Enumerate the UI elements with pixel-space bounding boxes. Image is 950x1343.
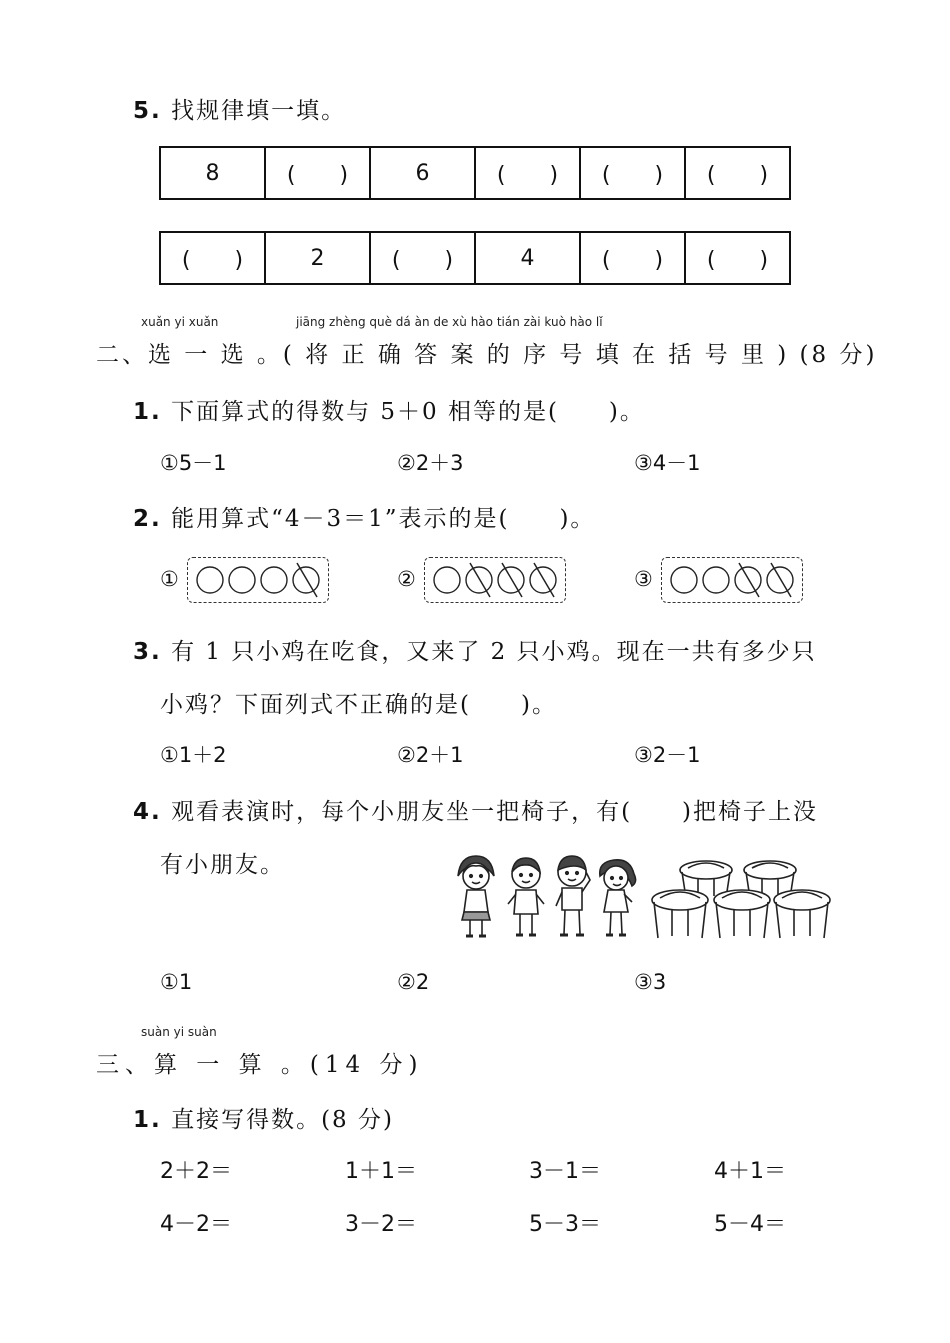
calc-item[interactable]: 4－2＝ [160,1212,232,1237]
s2-q1-text: 下面算式的得数与 5＋0 相等的是( )。 [171,399,645,425]
calc-item[interactable]: 3－1＝ [529,1159,601,1184]
seq2-cell: 2 [265,232,370,284]
child-figure [556,856,590,935]
section3-title: 三、算 一 算 。(14 分) [96,1052,424,1078]
s2-q2-option-3[interactable]: ③ [634,567,653,591]
child-figure [458,856,494,936]
seq2-cell[interactable]: ( ) [370,232,475,284]
stool [652,890,708,938]
s2-q2-text: 能用算式“4－3＝1”表示的是( )。 [171,506,596,532]
s2-q2-option-2[interactable]: ② [397,567,416,591]
seq1-cell[interactable]: ( ) [580,147,685,199]
calc-item[interactable]: 5－4＝ [714,1212,786,1237]
s2-q4-option-3[interactable]: ③3 [634,970,667,994]
calc-item[interactable]: 3－2＝ [345,1212,417,1237]
circle-mark [498,567,524,593]
q5-number: 5. [133,98,162,124]
seq2-cell: 4 [475,232,580,284]
seq2-cell[interactable]: ( ) [160,232,265,284]
s2-q3-text-1: 有 1 只小鸡在吃食，又来了 2 只小鸡。现在一共有多少只 [171,639,817,665]
circle-mark [261,567,287,593]
circle-mark [197,567,223,593]
seq2-cell[interactable]: ( ) [580,232,685,284]
circle-mark [703,567,729,593]
s2-q2-circle-group-3 [661,557,803,603]
calc-item[interactable]: 1＋1＝ [345,1159,417,1184]
q5-sequence-row-2 [159,231,791,285]
s2-q4-text-1: 观看表演时，每个小朋友坐一把椅子，有( )把椅子上没 [171,799,819,825]
seq1-cell[interactable]: ( ) [475,147,580,199]
seq1-cell[interactable]: ( ) [265,147,370,199]
section2-pinyin-b: jiāng zhèng què dá àn de xù hào tián zài kuò hào lǐ [296,315,603,329]
calc-item[interactable]: 4＋1＝ [714,1159,786,1184]
stool [774,890,830,938]
s2-q1-option-1[interactable]: ①5－1 [160,451,227,475]
s2-q2-circle-group-2 [424,557,566,603]
s2-q3-option-2[interactable]: ②2＋1 [397,743,464,767]
s2-q3-line-2: 小鸡？下面列式不正确的是( )。 [160,692,557,718]
s2-q1 [133,393,645,426]
circle-mark [671,567,697,593]
s2-q4-option-1[interactable]: ①1 [160,970,193,994]
children-and-stools-illustration [450,852,835,944]
s2-q3-number: 3. [133,639,162,665]
s2-q3-option-1[interactable]: ①1＋2 [160,743,227,767]
circle-group-svg [662,558,802,602]
circle-mark [530,567,556,593]
s2-q1-option-3[interactable]: ③4－1 [634,451,701,475]
s2-q4-line-2: 有小朋友。 [160,852,285,878]
section3-pinyin: suàn yi suàn [141,1025,217,1039]
circle-mark [466,567,492,593]
section2-title: 二、选 一 选 。( 将 正 确 答 案 的 序 号 填 在 括 号 里 ) (8 分) [96,342,878,368]
s2-q1-option-2[interactable]: ②2＋3 [397,451,464,475]
s2-q2-option-1[interactable]: ① [160,567,179,591]
s2-q3-line-1 [133,633,817,666]
s3-q1 [133,1101,394,1134]
s2-q4-line-1 [133,793,818,826]
circle-group-svg [425,558,565,602]
s3-q1-text: 直接写得数。(8 分) [171,1107,394,1133]
seq1-cell: 8 [160,147,265,199]
circle-mark [767,567,793,593]
calc-item[interactable]: 2＋2＝ [160,1159,232,1184]
child-figure [508,858,544,935]
stool [714,890,770,938]
q5-heading [133,92,346,125]
child-figure [600,860,636,935]
seq1-cell[interactable]: ( ) [685,147,790,199]
circle-group-svg [188,558,328,602]
s2-q2 [133,500,595,533]
s2-q2-circle-group-1 [187,557,329,603]
circle-mark [229,567,255,593]
circle-mark [434,567,460,593]
s2-q4-number: 4. [133,799,162,825]
s2-q3-option-3[interactable]: ③2－1 [634,743,701,767]
s2-q1-number: 1. [133,399,162,425]
q5-title: 找规律填一填。 [171,98,347,124]
section2-pinyin-a: xuǎn yi xuǎn [141,315,219,329]
circle-mark [735,567,761,593]
s3-q1-number: 1. [133,1107,162,1133]
s2-q2-number: 2. [133,506,162,532]
q5-sequence-row-1 [159,146,791,200]
seq2-cell[interactable]: ( ) [685,232,790,284]
seq1-cell: 6 [370,147,475,199]
calc-item[interactable]: 5－3＝ [529,1212,601,1237]
circle-mark [293,567,319,593]
s2-q4-option-2[interactable]: ②2 [397,970,430,994]
